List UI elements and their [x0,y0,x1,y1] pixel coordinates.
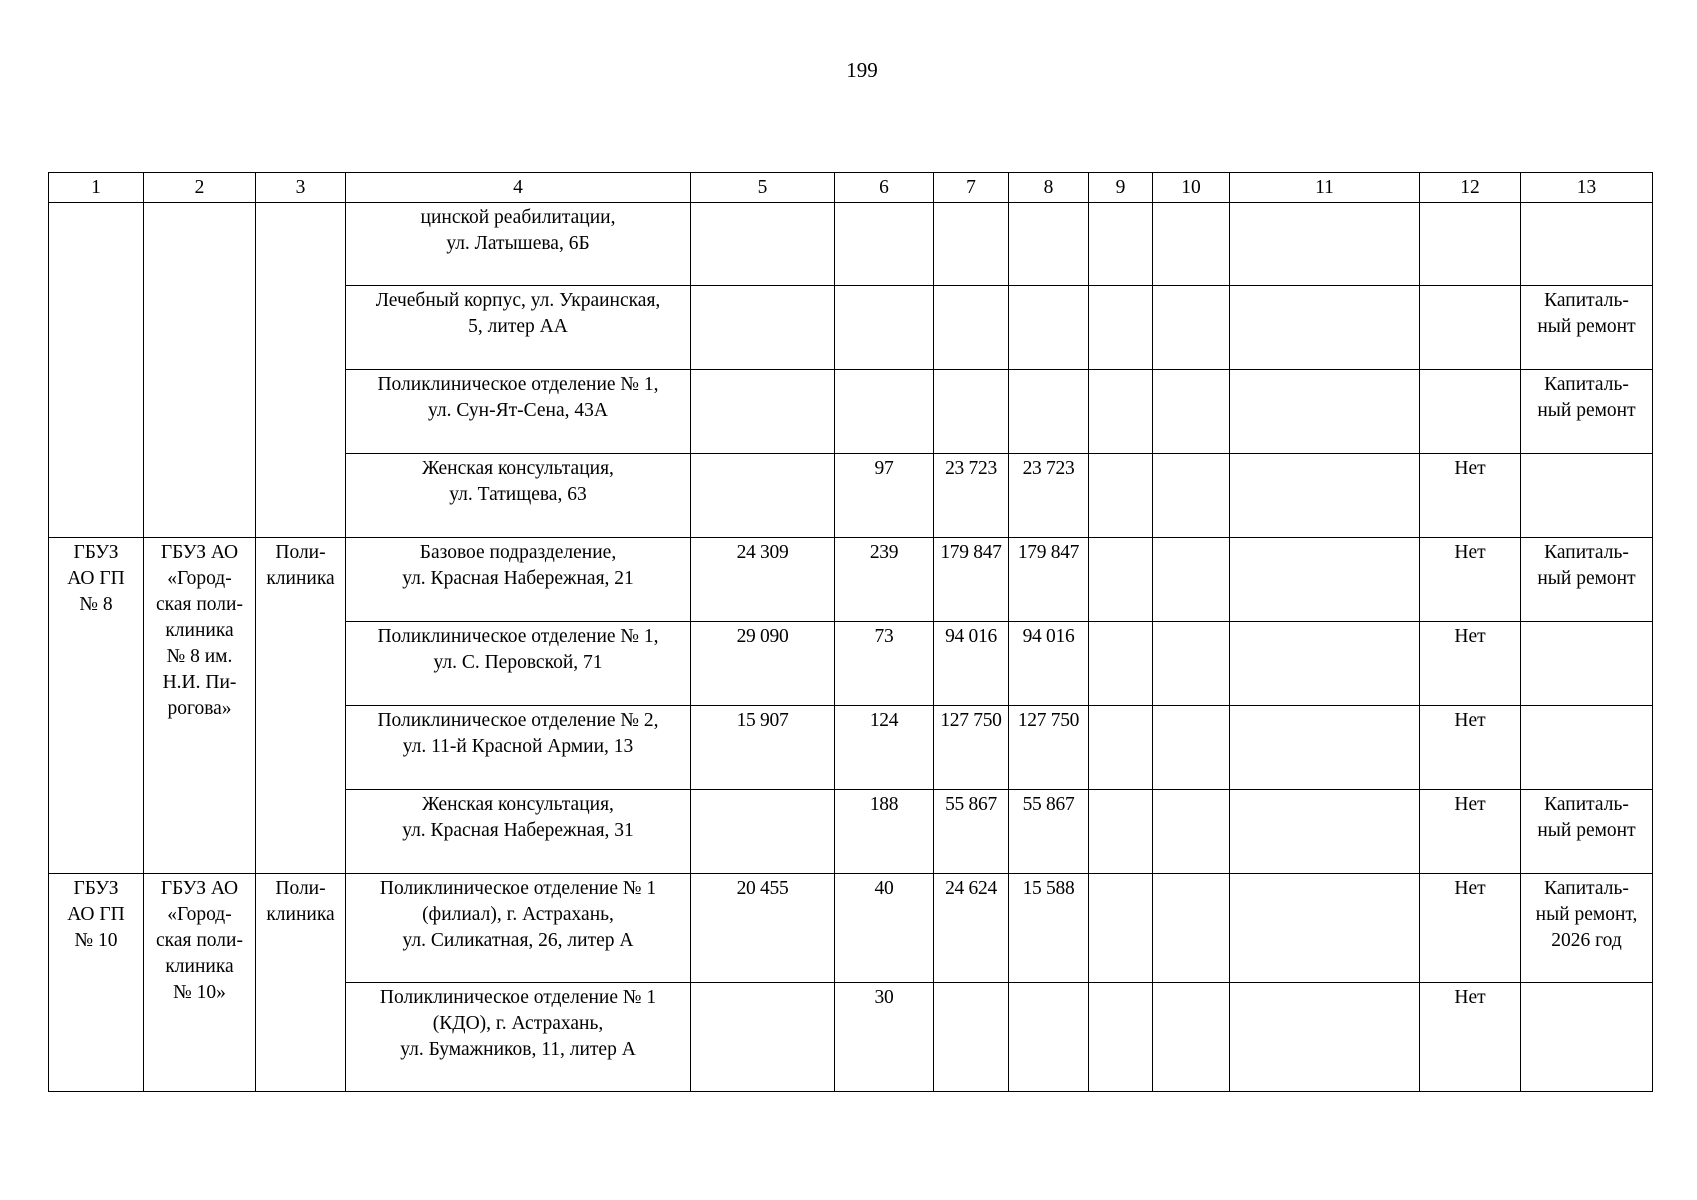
cell-11 [1230,203,1420,286]
cell-12: Нет [1420,622,1521,706]
cell-5 [691,203,835,286]
cell-4: Поликлиническое отделение № 2, ул. 11-й Красной Армии, 13 [346,706,691,790]
cell-7: 23 723 [934,454,1009,538]
cell-12: Нет [1420,790,1521,874]
cell-1: ГБУЗ АО ГП № 8 [49,538,144,874]
cell-12: Нет [1420,538,1521,622]
column-header: 4 [346,173,691,203]
column-header: 12 [1420,173,1521,203]
page-number: 199 [846,58,878,82]
cell-2 [144,203,256,538]
cell-6: 30 [835,983,934,1092]
cell-11 [1230,454,1420,538]
cell-11 [1230,622,1420,706]
cell-9 [1089,370,1153,454]
cell-1: ГБУЗ АО ГП № 10 [49,874,144,1092]
cell-7 [934,203,1009,286]
cell-10 [1153,706,1230,790]
cell-8 [1009,203,1089,286]
cell-7 [934,370,1009,454]
cell-11 [1230,538,1420,622]
table-row [49,203,1653,286]
cell-13: Капиталь- ный ремонт, 2026 год [1521,874,1653,983]
cell-12: Нет [1420,874,1521,983]
cell-13 [1521,203,1653,286]
cell-6: 239 [835,538,934,622]
cell-6 [835,203,934,286]
cell-5: 29 090 [691,622,835,706]
cell-9 [1089,983,1153,1092]
cell-5 [691,286,835,370]
cell-8: 94 016 [1009,622,1089,706]
column-header: 2 [144,173,256,203]
cell-13: Капиталь- ный ремонт [1521,538,1653,622]
cell-7: 55 867 [934,790,1009,874]
cell-5 [691,790,835,874]
cell-5 [691,370,835,454]
cell-10 [1153,203,1230,286]
column-header: 10 [1153,173,1230,203]
cell-3 [256,203,346,538]
cell-12: Нет [1420,706,1521,790]
cell-9 [1089,706,1153,790]
cell-6: 40 [835,874,934,983]
cell-7: 24 624 [934,874,1009,983]
cell-10 [1153,538,1230,622]
cell-4: Поликлиническое отделение № 1 (филиал), г. Астрахань, ул. Силикатная, 26, литер А [346,874,691,983]
cell-4: Базовое подразделение, ул. Красная Набережная, 21 [346,538,691,622]
cell-9 [1089,874,1153,983]
cell-7: 94 016 [934,622,1009,706]
cell-8 [1009,286,1089,370]
cell-10 [1153,790,1230,874]
cell-12 [1420,370,1521,454]
cell-6: 124 [835,706,934,790]
cell-7 [934,983,1009,1092]
cell-4: цинской реабилитации, ул. Латышева, 6Б [346,203,691,286]
column-header: 9 [1089,173,1153,203]
cell-6: 97 [835,454,934,538]
cell-8: 23 723 [1009,454,1089,538]
cell-9 [1089,790,1153,874]
cell-8: 127 750 [1009,706,1089,790]
cell-10 [1153,454,1230,538]
cell-11 [1230,983,1420,1092]
cell-7 [934,286,1009,370]
column-header: 5 [691,173,835,203]
cell-6 [835,370,934,454]
cell-5 [691,454,835,538]
cell-6: 188 [835,790,934,874]
data-table [48,172,1653,1092]
cell-10 [1153,370,1230,454]
cell-9 [1089,286,1153,370]
cell-10 [1153,983,1230,1092]
cell-4: Поликлиническое отделение № 1, ул. С. Перовской, 71 [346,622,691,706]
cell-12: Нет [1420,983,1521,1092]
cell-3: Поли- клиника [256,538,346,874]
column-header: 8 [1009,173,1089,203]
cell-12 [1420,203,1521,286]
cell-10 [1153,874,1230,983]
cell-8: 179 847 [1009,538,1089,622]
column-header: 7 [934,173,1009,203]
cell-5: 15 907 [691,706,835,790]
cell-1 [49,203,144,538]
cell-4: Поликлиническое отделение № 1 (КДО), г. Астрахань, ул. Бумажников, 11, литер А [346,983,691,1092]
cell-6: 73 [835,622,934,706]
cell-9 [1089,203,1153,286]
cell-13 [1521,706,1653,790]
table-row [49,538,1653,622]
table-row [49,874,1653,983]
cell-5 [691,983,835,1092]
cell-8 [1009,370,1089,454]
cell-11 [1230,706,1420,790]
cell-6 [835,286,934,370]
column-header: 13 [1521,173,1653,203]
cell-4: Женская консультация, ул. Красная Набережная, 31 [346,790,691,874]
cell-4: Лечебный корпус, ул. Украинская, 5, литер АА [346,286,691,370]
cell-13: Капиталь- ный ремонт [1521,286,1653,370]
cell-4: Поликлиническое отделение № 1, ул. Сун-Ят-Сена, 43А [346,370,691,454]
column-header: 1 [49,173,144,203]
cell-11 [1230,790,1420,874]
cell-8: 55 867 [1009,790,1089,874]
cell-11 [1230,286,1420,370]
cell-13 [1521,454,1653,538]
cell-4: Женская консультация, ул. Татищева, 63 [346,454,691,538]
column-header: 11 [1230,173,1420,203]
cell-9 [1089,538,1153,622]
cell-7: 127 750 [934,706,1009,790]
cell-5: 20 455 [691,874,835,983]
cell-12: Нет [1420,454,1521,538]
cell-13: Капиталь- ный ремонт [1521,370,1653,454]
table-header-row [49,173,1653,203]
cell-7: 179 847 [934,538,1009,622]
cell-11 [1230,370,1420,454]
cell-2: ГБУЗ АО «Город- ская поли- клиника № 8 им. Н.И. Пи- рогова» [144,538,256,874]
cell-8: 15 588 [1009,874,1089,983]
cell-13 [1521,983,1653,1092]
cell-12 [1420,286,1521,370]
cell-9 [1089,622,1153,706]
cell-10 [1153,286,1230,370]
cell-13 [1521,622,1653,706]
cell-10 [1153,622,1230,706]
cell-5: 24 309 [691,538,835,622]
column-header: 6 [835,173,934,203]
cell-2: ГБУЗ АО «Город- ская поли- клиника № 10» [144,874,256,1092]
cell-13: Капиталь- ный ремонт [1521,790,1653,874]
cell-11 [1230,874,1420,983]
column-header: 3 [256,173,346,203]
cell-8 [1009,983,1089,1092]
cell-3: Поли- клиника [256,874,346,1092]
cell-9 [1089,454,1153,538]
